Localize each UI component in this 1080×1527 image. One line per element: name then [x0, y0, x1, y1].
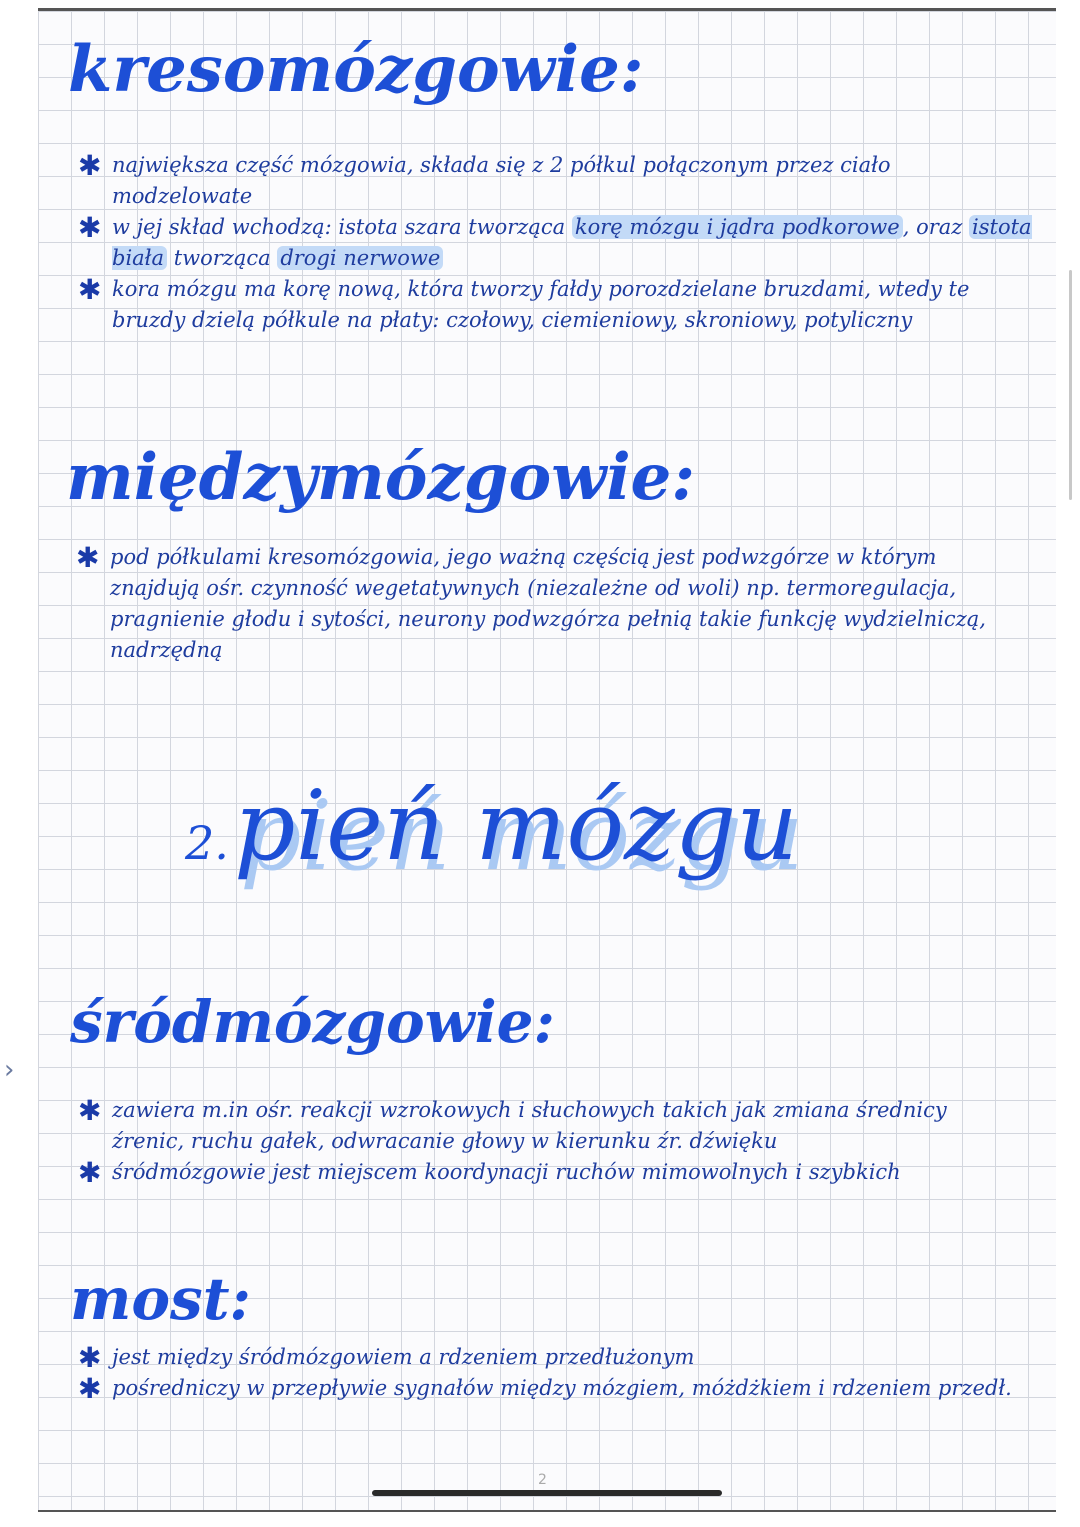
- bullet-text: zawiera m.in ośr. reakcji wzrokowych i słuchowych takich jak zmiana średnicy źrenic, ruchu gałek, odwracanie głowy w kierunku źr. dźwięku: [112, 1098, 947, 1153]
- heading-srodmozgowie: śródmózgowie:: [70, 988, 555, 1056]
- bullet-text: w jej skład wchodzą: istota szara tworząca korę mózgu i jądra podkorowe , oraz istota biała tworząca drogi nerwowe: [112, 215, 1032, 270]
- home-indicator[interactable]: [372, 1490, 722, 1496]
- highlight-mark: drogi nerwowe: [277, 246, 443, 270]
- list-item: [74, 1157, 1024, 1188]
- asterisk-icon: ✱: [78, 211, 102, 244]
- highlight-mark: istota biała: [112, 215, 1032, 270]
- section-number: 2.: [185, 816, 229, 870]
- section-title: pień mózgu: [233, 770, 798, 882]
- bullet-list-kresomozgowie: [74, 150, 1034, 336]
- heading-miedzymozgowie: międzymózgowie:: [66, 440, 695, 515]
- bullet-text: śródmózgowie jest miejscem koordynacji ruchów mimowolnych i szybkich: [112, 1160, 901, 1184]
- bullet-text: jest między śródmózgowiem a rdzeniem przedłużonym: [112, 1345, 695, 1369]
- asterisk-icon: ✱: [78, 1156, 102, 1189]
- list-item: [72, 542, 1017, 666]
- asterisk-icon: ✱: [78, 1372, 102, 1405]
- list-item: [74, 1095, 1024, 1157]
- highlight-mark: korę mózgu i jądra podkorowe: [572, 215, 903, 239]
- bullet-text: pośredniczy w przepływie sygnałów między mózgiem, móżdżkiem i rdzeniem przedł.: [112, 1376, 1012, 1400]
- asterisk-icon: ✱: [78, 1341, 102, 1374]
- chevron-right-icon[interactable]: ›: [4, 1055, 15, 1085]
- bullet-list-miedzymozgowie: [72, 542, 1017, 666]
- asterisk-icon: ✱: [78, 273, 102, 306]
- bullet-list-most: [74, 1342, 1024, 1404]
- bullet-text: pod półkulami kresomózgowia, jego ważną częścią jest podwzgórze w którym znajdują ośr. czynność wegetatywnych (niezależne od woli) np. termoregulacja, pragnienie głodu i sytości, neurony podwzgórza pełnią takie funkcję wydzielniczą, nadrzędną: [110, 545, 986, 662]
- bullet-list-srodmozgowie: [74, 1095, 1024, 1188]
- scrollbar[interactable]: [1069, 270, 1072, 500]
- list-item: [74, 1342, 1024, 1373]
- asterisk-icon: ✱: [78, 149, 102, 182]
- heading-most: most:: [70, 1265, 251, 1333]
- list-item: [74, 1373, 1024, 1404]
- list-item: [74, 150, 1034, 212]
- heading-kresomozgowie: kresomózgowie:: [68, 32, 644, 107]
- asterisk-icon: ✱: [76, 541, 100, 574]
- page-number: 2: [538, 1472, 547, 1488]
- list-item: [74, 212, 1034, 274]
- asterisk-icon: ✱: [78, 1094, 102, 1127]
- bullet-text: kora mózgu ma korę nową, która tworzy fałdy porozdzielane bruzdami, wtedy te bruzdy dzielą półkule na płaty: czołowy, ciemieniowy, skroniowy, potyliczny: [112, 277, 970, 332]
- section-title-pien-mozgu: [185, 770, 798, 882]
- list-item: [74, 274, 1034, 336]
- bullet-text: największa część mózgowia, składa się z 2 półkul połączonym przez ciało modzelowate: [112, 153, 891, 208]
